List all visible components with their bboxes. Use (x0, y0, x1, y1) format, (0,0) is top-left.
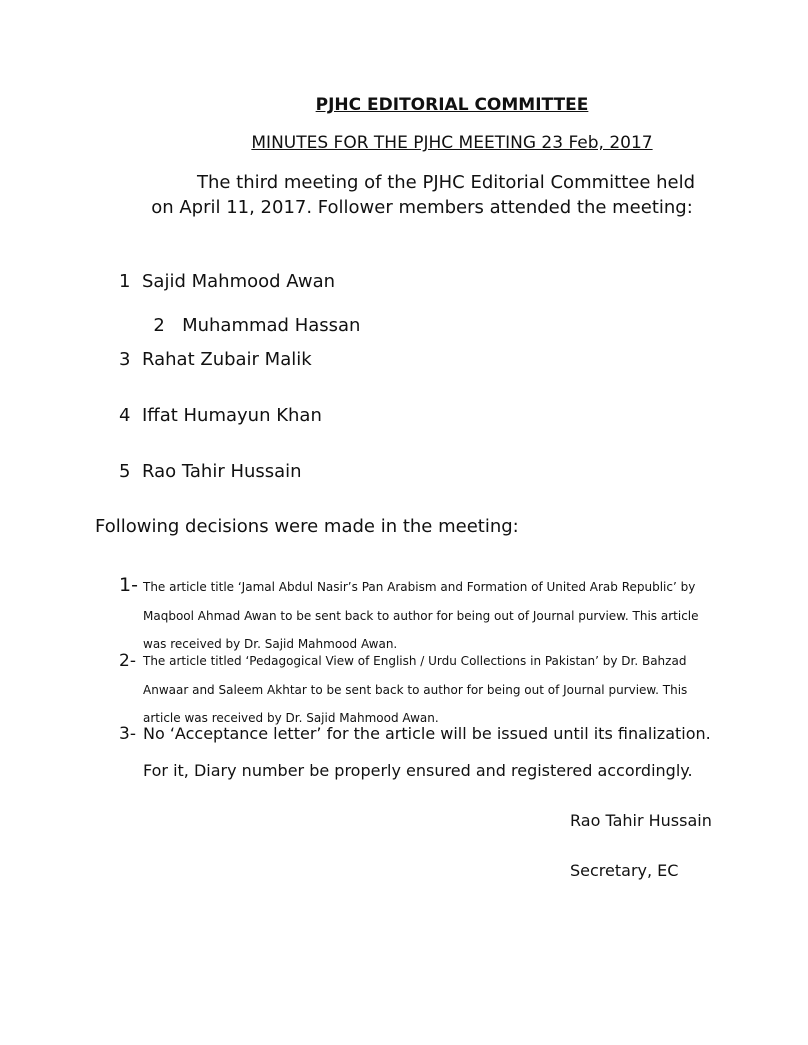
meeting-subtitle: MINUTES FOR THE PJHC MEETING 23 Feb, 2017 (251, 133, 653, 153)
member-item (119, 271, 335, 293)
intro-line-1: The third meeting of the PJHC Editorial Committee held (196, 172, 696, 193)
member-number: 5 (119, 461, 131, 482)
decision-line: The article titled ‘Pedagogical View of English / Urdu Collections in Pakistan’ by Dr. Bahzad (143, 654, 687, 668)
decision-line: For it, Diary number be properly ensured and registered accordingly. (143, 761, 693, 780)
member-name: Muhammad Hassan (176, 315, 361, 336)
decision-line: article was received by Dr. Sajid Mahmood Awan. (143, 711, 439, 725)
member-number: 4 (119, 405, 131, 426)
decisions-heading: Following decisions were made in the meeting: (95, 516, 519, 537)
member-item (119, 461, 302, 483)
member-item (119, 349, 312, 371)
member-name: Iffat Humayun Khan (142, 405, 322, 426)
signatory-role: Secretary, EC (570, 861, 679, 880)
member-number: 3 (119, 349, 131, 370)
document-title: PJHC EDITORIAL COMMITTEE (315, 95, 589, 115)
decision-line: Maqbool Ahmad Awan to be sent back to author for being out of Journal purview. This article (143, 609, 699, 623)
member-name: Rahat Zubair Malik (142, 349, 312, 370)
decision-line: The article title ‘Jamal Abdul Nasir’s Pan Arabism and Formation of United Arab Republic’ by (143, 580, 696, 594)
decision-line: Anwaar and Saleem Akhtar to be sent back to author for being out of Journal purview. This (143, 683, 688, 697)
decision-line: No ‘Acceptance letter’ for the article will be issued until its finalization. (143, 724, 711, 743)
member-name: Sajid Mahmood Awan (142, 271, 336, 292)
member-name: Rao Tahir Hussain (142, 461, 302, 482)
decision-line: was received by Dr. Sajid Mahmood Awan. (143, 637, 398, 651)
decision-number: 2- (119, 651, 136, 671)
decision-number: 1- (119, 574, 138, 596)
member-item (119, 405, 322, 427)
member-number: 1 (119, 271, 131, 292)
intro-line-2: on April 11, 2017. Follower members attended the meeting: (151, 197, 693, 218)
member-number: 2 (153, 315, 165, 336)
decision-number: 3- (119, 724, 136, 744)
intro-paragraph (0, 170, 808, 220)
signatory-name: Rao Tahir Hussain (570, 811, 712, 830)
